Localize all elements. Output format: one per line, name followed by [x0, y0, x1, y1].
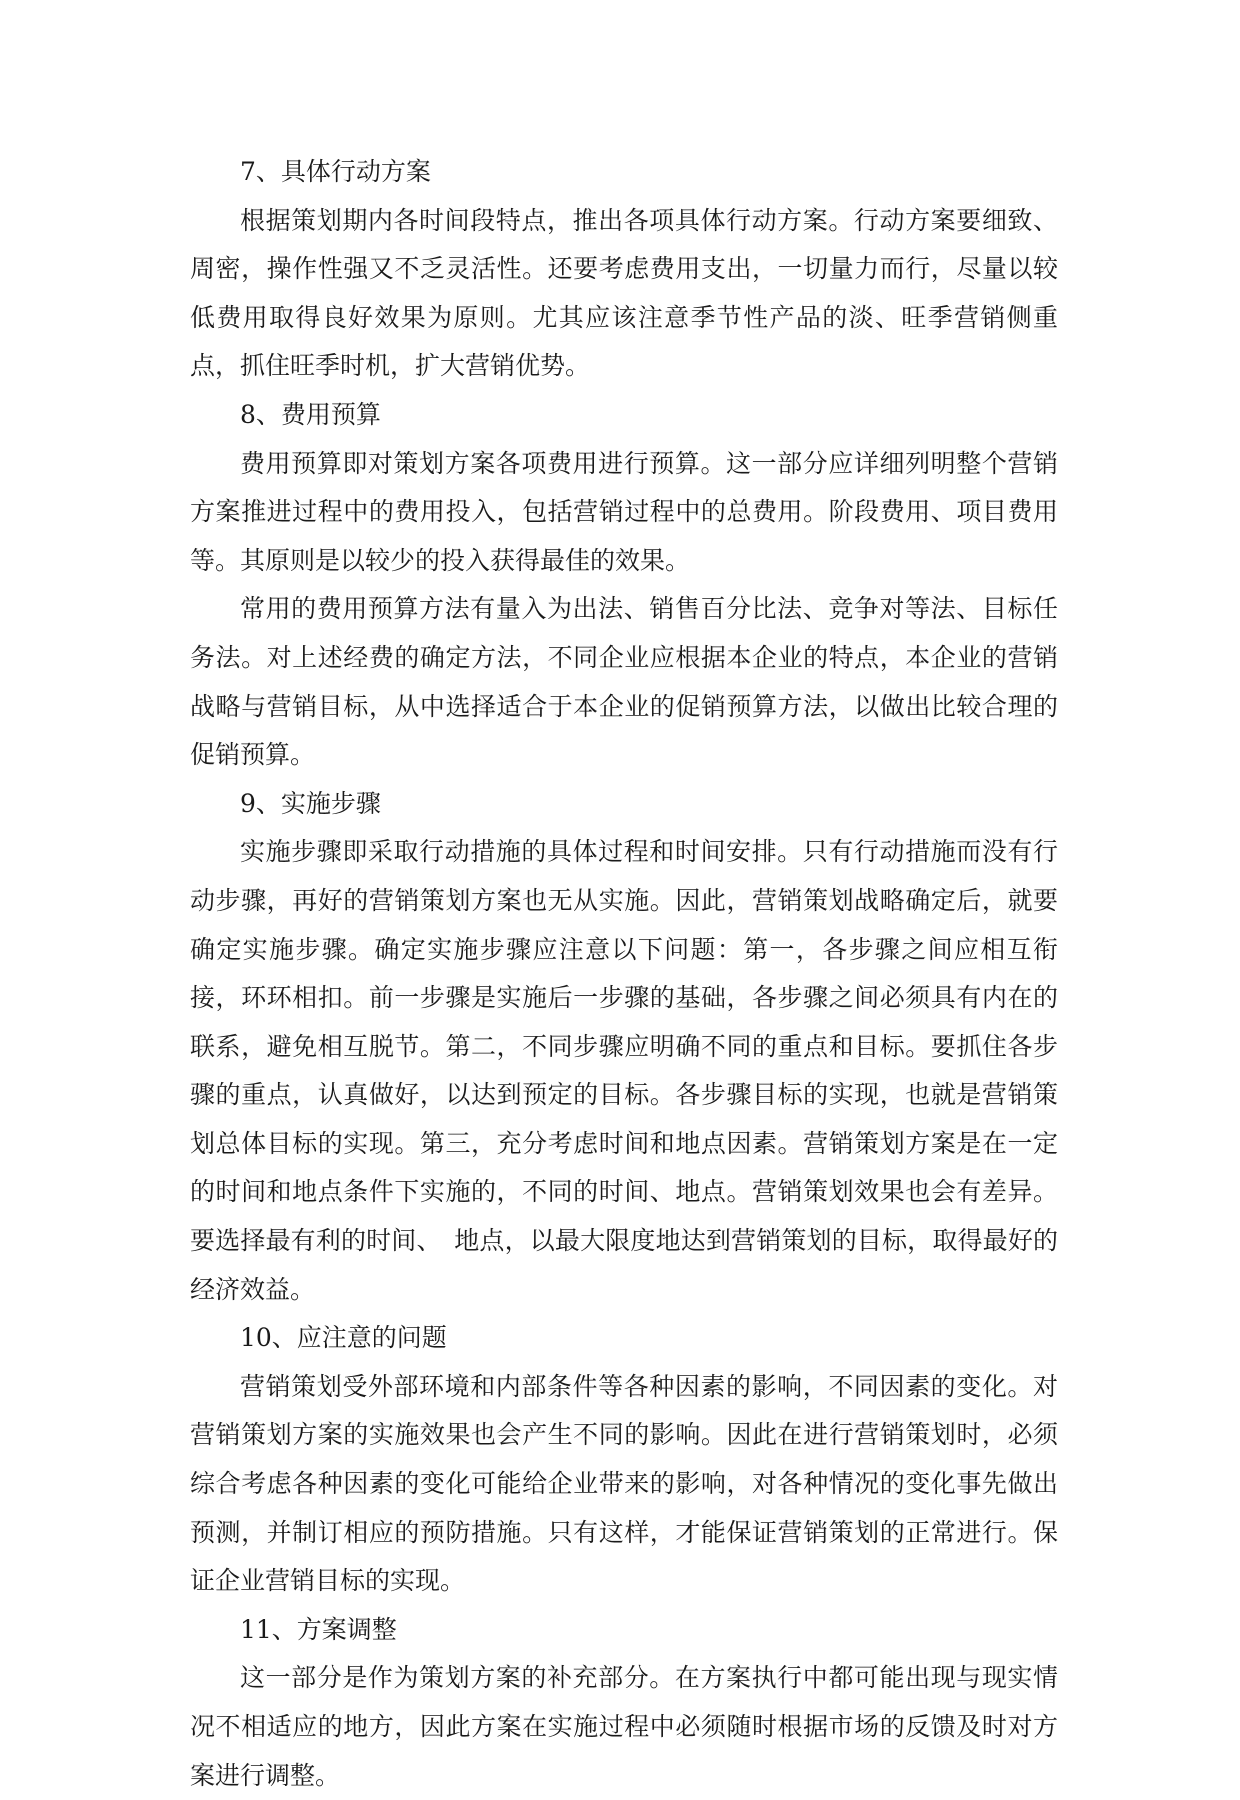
section-8-paragraph-2: 常用的费用预算方法有量入为出法、销售百分比法、竞争对等法、目标任务法。对上述经费的确定方法，不同企业应根据本企业的特点，本企业的营销战略与营销目标，从中选择适合于本企业的促销预算方法，以做出比较合理的促销预算。 — [190, 594, 1058, 770]
section-10-paragraph: 营销策划受外部环境和内部条件等各种因素的影响，不同因素的变化。对营销策划方案的实施效果也会产生不同的影响。因此在进行营销策划时，必须综合考虑各种因素的变化可能给企业带来的影响，对各种情况的变化事先做出预测，并制订相应的预防措施。只有这样，才能保证营销策划的正常进行。保证企业营销目标的实现。 — [190, 1371, 1058, 1596]
section-11-paragraph: 这一部分是作为策划方案的补充部分。在方案执行中都可能出现与现实情况不相适应的地方，因此方案在实施过程中必须随时根据市场的反馈及时对方案进行调整。 — [190, 1663, 1058, 1790]
section-9-paragraph: 实施步骤即采取行动措施的具体过程和时间安排。只有行动措施而没有行动步骤，再好的营销策划方案也无从实施。因此，营销策划战略确定后，就要确定实施步骤。确定实施步骤应注意以下问题：第一，各步骤之间应相互衔接，环环相扣。前一步骤是实施后一步骤的基础，各步骤之间必须具有内在的联系，避免相互脱节。第二，不同步骤应明确不同的重点和目标。要抓住各步骤的重点，认真做好，以达到预定的目标。各步骤目标的实现，也就是营销策划总体目标的实现。第三，充分考虑时间和地点因素。营销策划方案是在一定的时间和地点条件下实施的，不同的时间、地点。营销策划效果也会有差异。要选择最有利的时间、 地点，以最大限度地达到营销策划的目标，取得最好的经济效益。 — [190, 837, 1058, 1304]
section-heading-10: 10、应注意的问题 — [240, 1323, 447, 1353]
section-8-paragraph-1: 费用预算即对策划方案各项费用进行预算。这一部分应详细列明整个营销方案推进过程中的费用投入，包括营销过程中的总费用。阶段费用、项目费用等。其原则是以较少的投入获得最佳的效果。 — [190, 448, 1058, 575]
section-heading-7: 7、具体行动方案 — [240, 157, 431, 186]
section-heading-11: 11、方案调整 — [240, 1614, 397, 1644]
section-heading-9: 9、实施步骤 — [240, 788, 381, 818]
section-heading-8: 8、费用预算 — [240, 399, 381, 429]
section-7-paragraph: 根据策划期内各时间段特点，推出各项具体行动方案。行动方案要细致、周密，操作性强又不乏灵活性。还要考虑费用支出，一切量力而行，尽量以较低费用取得良好效果为原则。尤其应该注意季节性产品的淡、旺季营销侧重点，抓住旺季时机，扩大营销优势。 — [190, 205, 1058, 381]
document-body — [190, 148, 1058, 1800]
